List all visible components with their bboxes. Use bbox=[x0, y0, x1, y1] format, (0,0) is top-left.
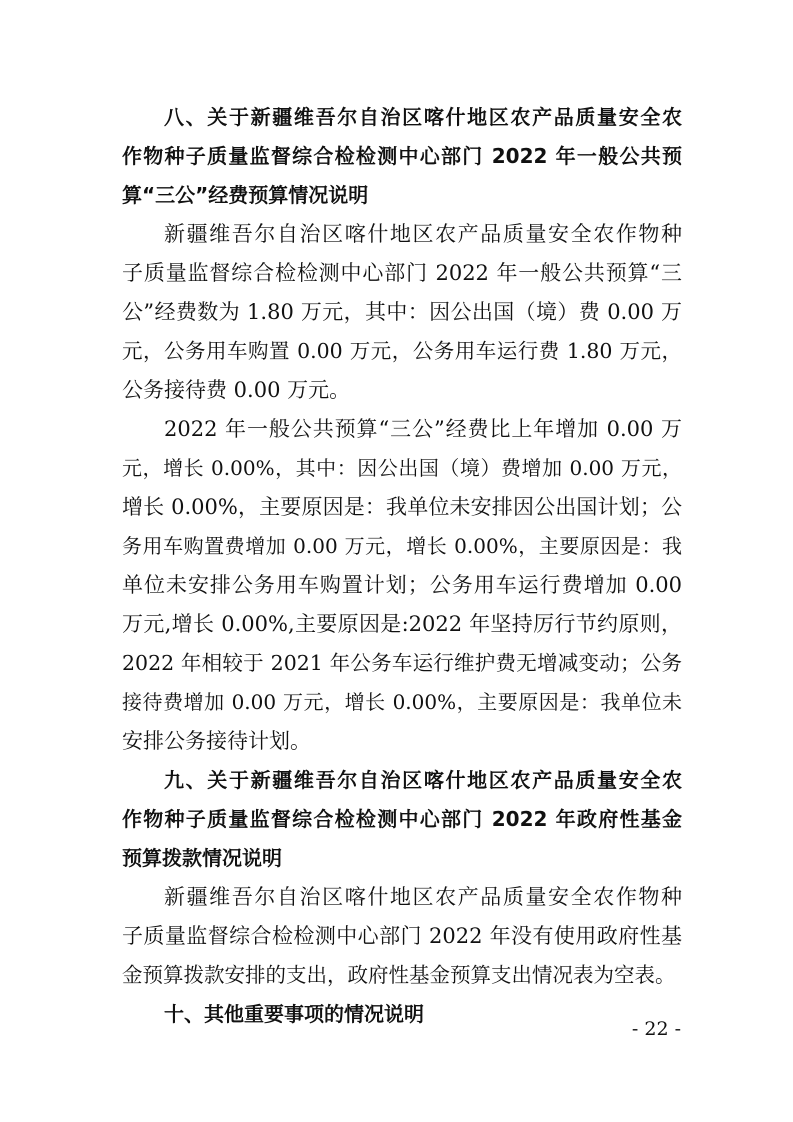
section-8-para-1-line-5: 公务接待费 0.00 万元。 bbox=[122, 378, 351, 402]
section-8-para-2-line-3: 增长 0.00%，主要原因是：我单位未安排因公出国计划；公 bbox=[122, 495, 682, 519]
section-8-para-1-line-1: 新疆维吾尔自治区喀什地区农产品质量安全农作物种 bbox=[164, 222, 682, 246]
section-9-para-1-line-2: 子质量监督综合检检测中心部门 2022 年没有使用政府性基 bbox=[122, 924, 682, 948]
section-8-para-2-line-9: 安排公务接待计划。 bbox=[122, 729, 311, 753]
section-8-heading-line-3: 算“三公”经费预算情况说明 bbox=[122, 183, 369, 207]
page-number: - 22 - bbox=[631, 1018, 681, 1040]
section-9-para-1-line-3: 金预算拨款安排的支出，政府性基金预算支出情况表为空表。 bbox=[122, 963, 676, 987]
section-8-para-2-line-7: 2022 年相较于 2021 年公务车运行维护费无增减变动；公务 bbox=[122, 651, 682, 675]
section-8-para-2-line-2: 元，增长 0.00%，其中：因公出国（境）费增加 0.00 万元， bbox=[122, 456, 682, 480]
section-8-para-1-line-2: 子质量监督综合检检测中心部门 2022 年一般公共预算“三 bbox=[122, 261, 682, 285]
section-8-para-2-line-5: 单位未安排公务用车购置计划；公务用车运行费增加 0.00 bbox=[122, 573, 682, 597]
section-8-heading-line-2: 作物种子质量监督综合检检测中心部门 2022 年一般公共预 bbox=[122, 144, 682, 168]
section-8-para-2-line-8: 接待费增加 0.00 万元，增长 0.00%，主要原因是：我单位未 bbox=[122, 690, 682, 714]
section-8-para-1-line-4: 元，公务用车购置 0.00 万元，公务用车运行费 1.80 万元， bbox=[122, 339, 682, 363]
section-8-heading-line-1: 八、关于新疆维吾尔自治区喀什地区农产品质量安全农 bbox=[164, 105, 682, 129]
section-8-para-1-line-3: 公”经费数为 1.80 万元，其中：因公出国（境）费 0.00 万 bbox=[122, 300, 682, 324]
section-8-para-2-line-4: 务用车购置费增加 0.00 万元，增长 0.00%，主要原因是：我 bbox=[122, 534, 682, 558]
section-9-heading-line-3: 预算拨款情况说明 bbox=[122, 846, 282, 870]
section-8-para-2-line-6: 万元,增长 0.00%,主要原因是:2022 年坚持厉行节约原则， bbox=[122, 612, 682, 636]
section-9-heading-line-2: 作物种子质量监督综合检检测中心部门 2022 年政府性基金 bbox=[122, 807, 682, 831]
section-9-heading-line-1: 九、关于新疆维吾尔自治区喀什地区农产品质量安全农 bbox=[164, 768, 682, 792]
section-8-para-2-line-1: 2022 年一般公共预算“三公”经费比上年增加 0.00 万 bbox=[164, 417, 682, 441]
section-9-para-1-line-1: 新疆维吾尔自治区喀什地区农产品质量安全农作物种 bbox=[164, 885, 682, 909]
section-10-heading-line-1: 十、其他重要事项的情况说明 bbox=[164, 1002, 424, 1026]
